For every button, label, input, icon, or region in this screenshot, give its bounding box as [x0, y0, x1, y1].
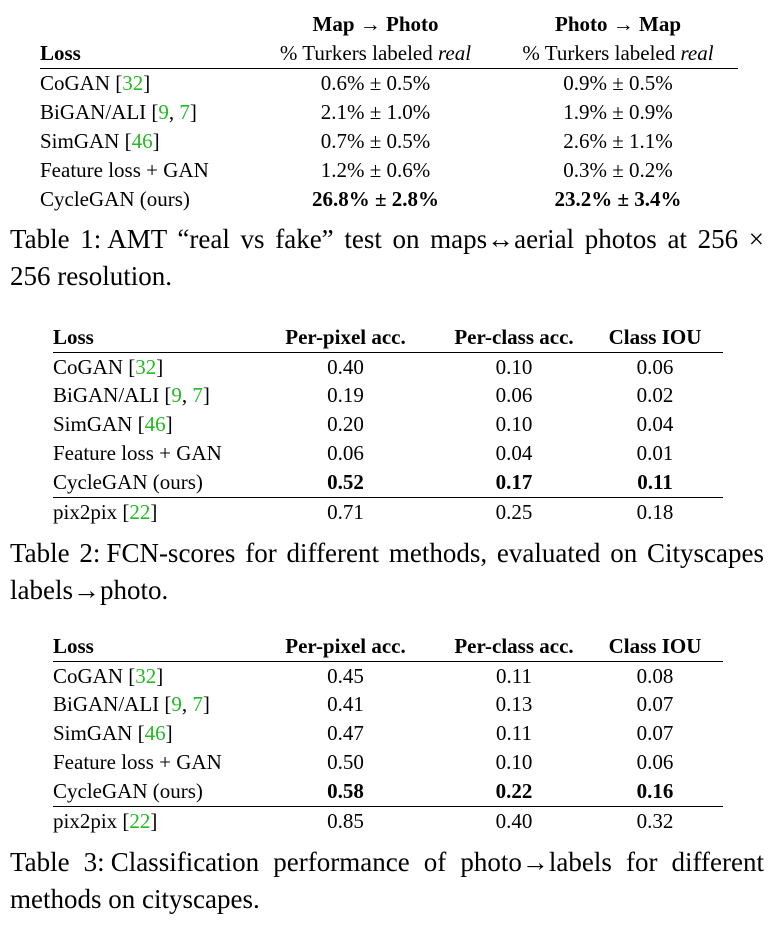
citation-link[interactable]: 46	[144, 721, 166, 746]
value-cell: 0.40	[441, 806, 587, 835]
value-cell: 1.9% ± 0.9%	[563, 99, 673, 124]
value-cell: 0.71	[250, 497, 441, 526]
value-cell: 0.22	[495, 779, 533, 803]
value-cell: 0.07	[636, 692, 674, 717]
table-3-caption: Table 3: Classification performance of photo→labels for different methods on cityscapes.	[10, 847, 765, 914]
value-cell: 0.3% ± 0.2%	[563, 157, 673, 182]
table-2-caption: Table 2: FCN-scores for different methods, evaluated on Cityscapes labels→photo.	[10, 538, 765, 605]
value-cell: 0.06	[495, 383, 533, 408]
loss-name: pix2pix [22]	[53, 497, 250, 526]
loss-name: CycleGAN (ours)	[40, 186, 190, 211]
value-cell: 0.06	[636, 750, 674, 775]
col-header-per-pixel: Per-pixel acc.	[285, 324, 406, 349]
col-header-per-class: Per-class acc.	[454, 633, 574, 658]
value-cell: 2.6% ± 1.1%	[563, 128, 673, 153]
loss-name: BiGAN/ALI [9, 7]	[40, 99, 197, 124]
loss-name: SimGAN [46]	[53, 412, 173, 437]
value-cell: 0.25	[441, 497, 587, 526]
table-row	[40, 156, 738, 185]
loss-name: CycleGAN (ours)	[53, 470, 203, 494]
value-cell: 0.20	[327, 412, 364, 437]
value-cell: 0.11	[496, 721, 532, 746]
table-row	[53, 748, 723, 777]
loss-name: CoGAN [32]	[53, 661, 250, 690]
col-header-loss: Loss	[53, 324, 94, 349]
value-cell: 0.17	[495, 470, 533, 494]
table-row	[53, 690, 723, 719]
table-2	[53, 322, 723, 526]
value-cell: 0.10	[495, 750, 533, 775]
col-header-map-to-photo: Map → Photo	[312, 12, 439, 36]
value-cell: 0.47	[327, 721, 364, 746]
loss-name: Feature loss + GAN	[53, 750, 222, 775]
col-header-loss: Loss	[53, 633, 94, 658]
citation-link[interactable]: 7	[192, 383, 203, 408]
value-cell: 0.08	[587, 661, 723, 690]
citation-link[interactable]: 32	[135, 354, 157, 379]
table-3	[53, 631, 723, 835]
value-cell: 0.07	[636, 721, 674, 746]
loss-name: Feature loss + GAN	[40, 157, 209, 182]
citation-link[interactable]: 7	[192, 692, 203, 717]
citation-link[interactable]: 32	[122, 71, 144, 95]
table-row	[40, 127, 738, 156]
col-header-per-class: Per-class acc.	[454, 324, 574, 349]
table-row	[53, 468, 723, 497]
loss-name: pix2pix [22]	[53, 806, 250, 835]
citation-link[interactable]: 9	[171, 383, 182, 408]
col-header-class-iou: Class IOU	[608, 324, 702, 349]
citation-link[interactable]: 22	[129, 499, 151, 524]
value-cell: 1.2% ± 0.6%	[320, 157, 431, 182]
citation-link[interactable]: 32	[135, 663, 157, 688]
value-cell: 0.19	[327, 383, 364, 408]
table-row	[53, 777, 723, 806]
loss-name: CycleGAN (ours)	[53, 779, 203, 803]
value-cell: 2.1% ± 1.0%	[320, 99, 431, 124]
value-cell: 0.10	[441, 352, 587, 381]
citation-link[interactable]: 46	[131, 128, 153, 153]
value-cell: 0.11	[637, 470, 673, 494]
citation-link[interactable]: 7	[179, 99, 190, 124]
citation-link[interactable]: 46	[144, 412, 166, 437]
value-cell: 0.02	[636, 383, 674, 408]
value-cell: 0.04	[636, 412, 674, 437]
table-1-caption: Table 1: AMT “real vs fake” test on maps↔aerial photos at 256 × 256 resolution.	[10, 224, 764, 291]
citation-link[interactable]: 9	[158, 99, 169, 124]
table-1	[40, 10, 738, 214]
value-cell: 0.50	[327, 750, 364, 775]
loss-name: CoGAN [32]	[40, 69, 253, 98]
value-cell: 0.10	[495, 412, 533, 437]
col-subheader-2: % Turkers labeled real	[522, 41, 714, 65]
value-cell: 0.85	[250, 806, 441, 835]
table-row	[53, 410, 723, 439]
value-cell: 23.2% ± 3.4%	[554, 186, 682, 211]
value-cell: 0.9% ± 0.5%	[498, 69, 738, 98]
table-row	[53, 806, 723, 835]
value-cell: 0.11	[441, 661, 587, 690]
value-cell: 0.13	[495, 692, 533, 717]
value-cell: 0.40	[250, 352, 441, 381]
loss-name: Feature loss + GAN	[53, 441, 222, 466]
loss-name: BiGAN/ALI [9, 7]	[53, 692, 210, 717]
value-cell: 0.41	[327, 692, 364, 717]
loss-name: BiGAN/ALI [9, 7]	[53, 383, 210, 408]
table-row	[53, 661, 723, 690]
citation-link[interactable]: 9	[171, 692, 182, 717]
value-cell: 0.06	[587, 352, 723, 381]
table-row	[53, 497, 723, 526]
value-cell: 0.01	[636, 441, 674, 466]
value-cell: 0.16	[636, 779, 674, 803]
value-cell: 0.06	[327, 441, 364, 466]
value-cell: 26.8% ± 2.8%	[311, 186, 440, 211]
value-cell: 0.18	[587, 497, 723, 526]
col-header-photo-to-map: Photo → Map	[555, 12, 681, 36]
value-cell: 0.52	[327, 470, 364, 494]
value-cell: 0.04	[495, 441, 533, 466]
table-row	[53, 439, 723, 468]
loss-name: CoGAN [32]	[53, 352, 250, 381]
loss-name: SimGAN [46]	[40, 128, 160, 153]
citation-link[interactable]: 22	[129, 808, 151, 833]
value-cell: 0.7% ± 0.5%	[320, 128, 431, 153]
table-row	[40, 69, 738, 98]
loss-name: SimGAN [46]	[53, 721, 173, 746]
value-cell: 0.6% ± 0.5%	[253, 69, 498, 98]
table-row	[53, 719, 723, 748]
table-row	[53, 381, 723, 410]
col-header-class-iou: Class IOU	[608, 633, 702, 658]
col-header-per-pixel: Per-pixel acc.	[285, 633, 406, 658]
col-subheader-1: % Turkers labeled real	[279, 41, 472, 65]
table-row	[53, 352, 723, 381]
value-cell: 0.45	[250, 661, 441, 690]
col-header-loss: Loss	[40, 41, 81, 65]
table-row	[40, 185, 738, 214]
value-cell: 0.58	[327, 779, 364, 803]
value-cell: 0.32	[587, 806, 723, 835]
table-row	[40, 98, 738, 127]
